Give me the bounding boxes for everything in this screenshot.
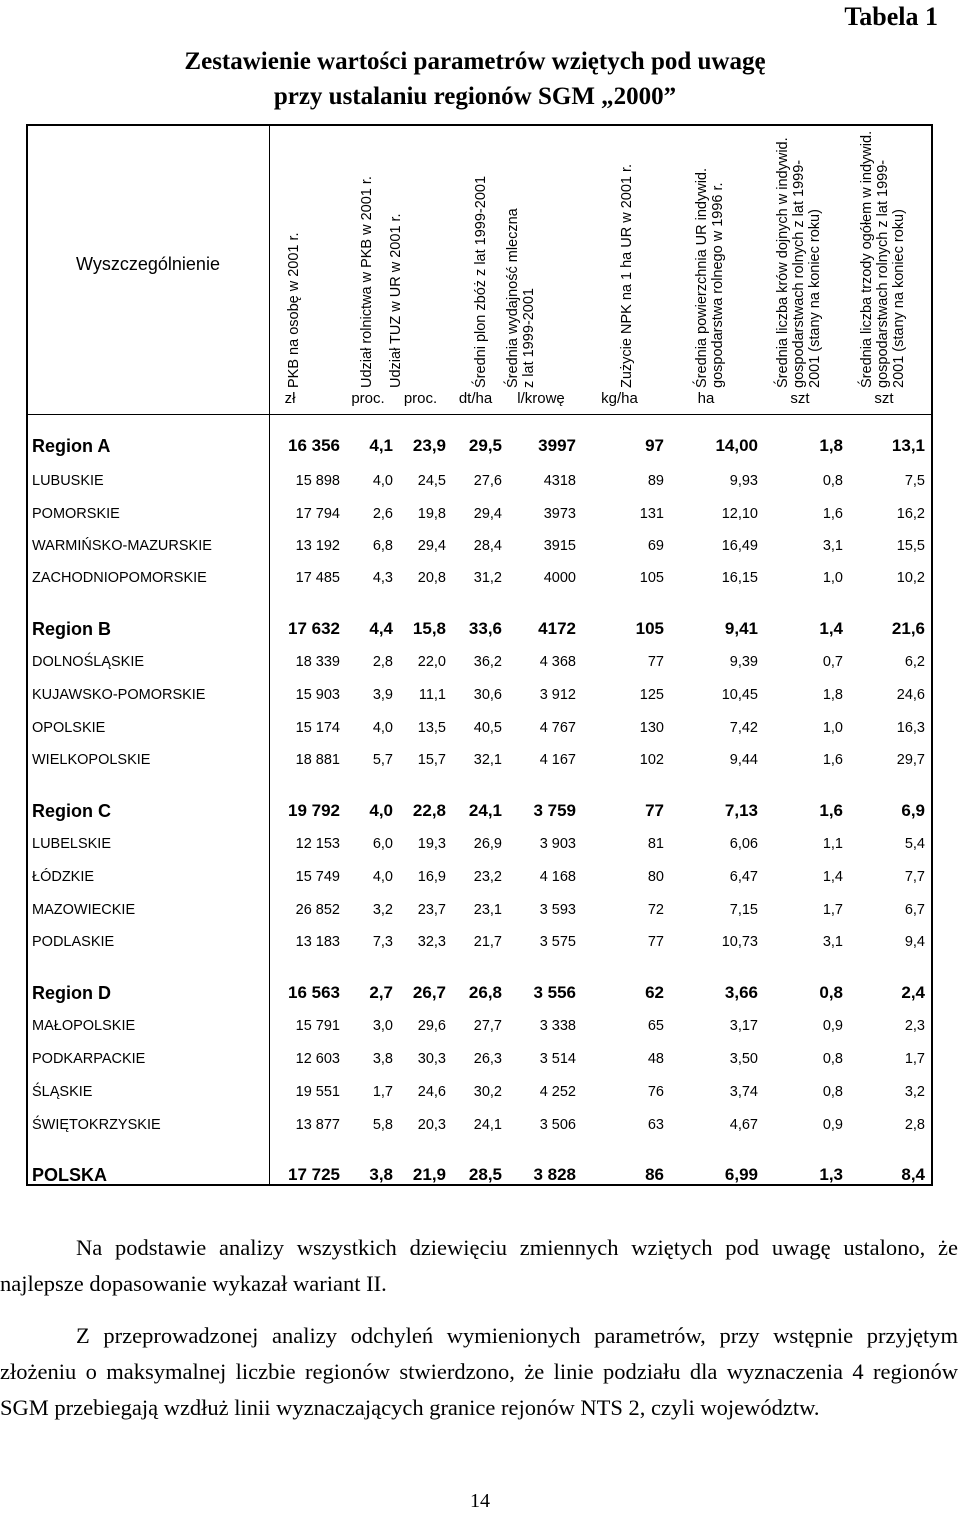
table-cell: 10,45 — [721, 687, 758, 703]
table-cell: 6,47 — [729, 869, 758, 885]
row-name: POLSKA — [32, 1165, 108, 1185]
table-cell: 72 — [647, 902, 664, 918]
summary-row — [28, 979, 933, 1007]
table-cell: 1,8 — [822, 687, 843, 703]
summary-row — [28, 1161, 933, 1189]
table-cell: 102 — [639, 752, 664, 768]
table-cell: 23,7 — [417, 902, 446, 918]
column-header-8: Średnia liczba krów dojnych w indywid. gospodarstwach rolnych z lat 1999- 2001 (stany na koniec roku) — [775, 137, 823, 388]
table-cell: 30,6 — [473, 687, 502, 703]
table-cell: 15 749 — [295, 869, 340, 885]
table-cell: 4318 — [543, 473, 576, 489]
summary-row — [28, 432, 933, 460]
column-unit-5: l/krowę — [517, 390, 565, 407]
table-cell: 24,5 — [417, 473, 446, 489]
row-name: OPOLSKIE — [32, 720, 106, 736]
table-cell: 2,3 — [904, 1018, 925, 1034]
table-cell: 3,2 — [904, 1084, 925, 1100]
table-cell: 18 881 — [295, 752, 340, 768]
paragraph-2: Z przeprowadzonej analizy odchyleń wymienionych parametrów, przy wstępnie przyjętym złożeniu o maksymalnej liczbie regionów stwierdzono, że linie podziału dla wyznaczenia 4 regionów SGM przebiegają wzdłuż linii wyznaczających granice rejonów NTS 2, czyli województw. — [0, 1323, 958, 1420]
table-cell: 4,1 — [369, 436, 393, 455]
table-cell: 3 575 — [539, 934, 576, 950]
row-name: Region A — [32, 436, 111, 456]
table-cell: 3,50 — [729, 1051, 758, 1067]
table-cell: 3997 — [538, 436, 576, 455]
table-cell: 2,7 — [369, 983, 393, 1002]
row-name: POMORSKIE — [32, 506, 120, 522]
table-cell: 16,3 — [896, 720, 925, 736]
row-name: Region B — [32, 619, 111, 639]
table-cell: 12 153 — [295, 836, 340, 852]
table-row — [28, 714, 933, 742]
table-cell: 1,7 — [904, 1051, 925, 1067]
table-cell: 105 — [635, 619, 664, 638]
table-cell: 15,7 — [417, 752, 446, 768]
table-cell: 1,4 — [822, 869, 843, 885]
title-line-2: przy ustalaniu regionów SGM „2000” — [273, 83, 677, 110]
column-unit-6: kg/ha — [601, 390, 638, 407]
table-cell: 5,4 — [904, 836, 925, 852]
table-row — [28, 467, 933, 495]
table-cell: 15,8 — [412, 619, 446, 638]
table-cell: 65 — [647, 1018, 664, 1034]
table-cell: 0,9 — [822, 1018, 843, 1034]
table-cell: 24,6 — [896, 687, 925, 703]
table-cell: 31,2 — [473, 570, 502, 586]
table-cell: 32,1 — [473, 752, 502, 768]
title-line-1: Zestawienie wartości parametrów wziętych pod uwagę — [184, 48, 766, 75]
table-cell: 7,13 — [724, 801, 758, 820]
table-cell: 9,39 — [729, 654, 758, 670]
table-cell: 10,73 — [721, 934, 758, 950]
table-cell: 26 852 — [295, 902, 340, 918]
table-cell: 6,06 — [729, 836, 758, 852]
table-cell: 4 252 — [539, 1084, 576, 1100]
table-cell: 3,8 — [372, 1051, 393, 1067]
table-cell: 5,8 — [372, 1117, 393, 1133]
table-cell: 12 603 — [295, 1051, 340, 1067]
table-cell: 4 368 — [539, 654, 576, 670]
table-cell: 9,41 — [724, 619, 758, 638]
table-cell: 0,8 — [819, 983, 843, 1002]
table-cell: 3,66 — [724, 983, 758, 1002]
table-cell: 69 — [647, 538, 664, 554]
table-cell: 29,5 — [468, 436, 502, 455]
table-cell: 30,3 — [417, 1051, 446, 1067]
table-cell: 4 767 — [539, 720, 576, 736]
table-cell: 0,8 — [822, 1051, 843, 1067]
table-cell: 26,3 — [473, 1051, 502, 1067]
table-row — [28, 1045, 933, 1073]
column-unit-1: zł — [284, 390, 296, 407]
table-row — [28, 746, 933, 774]
table-cell: 16,49 — [721, 538, 758, 554]
table-cell: 1,0 — [822, 570, 843, 586]
column-header-5: Średnia wydajność mleczna z lat 1999-2001 — [505, 208, 537, 388]
table-cell: 30,2 — [473, 1084, 502, 1100]
table-cell: 16,9 — [417, 869, 446, 885]
table-cell: 23,9 — [412, 436, 446, 455]
table-cell: 3 593 — [539, 902, 576, 918]
table-cell: 86 — [645, 1165, 664, 1184]
table-cell: 3915 — [543, 538, 576, 554]
column-header-1: PKB na osobę w 2001 r. — [286, 232, 302, 388]
row-name: Region C — [32, 801, 111, 821]
table-cell: 15,5 — [896, 538, 925, 554]
summary-row — [28, 615, 933, 643]
table-cell: 1,6 — [822, 752, 843, 768]
page-number: 14 — [470, 1490, 490, 1512]
table-cell: 9,93 — [729, 473, 758, 489]
table-cell: 10,2 — [896, 570, 925, 586]
table-cell: 19,3 — [417, 836, 446, 852]
table-cell: 3 514 — [539, 1051, 576, 1067]
table-row — [28, 532, 933, 560]
row-header-label: Wyszczególnienie — [76, 254, 220, 274]
row-name: MAZOWIECKIE — [32, 902, 136, 918]
table-cell: 3,1 — [822, 934, 843, 950]
header-divider — [28, 414, 931, 415]
table-cell: 6,2 — [904, 654, 925, 670]
table-cell: 77 — [645, 801, 664, 820]
column-header-2: Udział rolnictwa w PKB w 2001 r. — [359, 176, 375, 388]
table-cell: 23,2 — [473, 869, 502, 885]
table-cell: 15 898 — [295, 473, 340, 489]
table-cell: 3 506 — [539, 1117, 576, 1133]
table-cell: 81 — [647, 836, 664, 852]
table-cell: 3,8 — [369, 1165, 393, 1184]
column-unit-8: szt — [790, 390, 810, 407]
table-cell: 6,8 — [372, 538, 393, 554]
column-header-6: Zużycie NPK na 1 ha UR w 2001 r. — [619, 163, 635, 388]
table-cell: 24,6 — [417, 1084, 446, 1100]
table-cell: 131 — [639, 506, 664, 522]
table-cell: 21,7 — [473, 934, 502, 950]
table-row — [28, 830, 933, 858]
table-cell: 7,5 — [904, 473, 925, 489]
row-name: PODKARPACKIE — [32, 1051, 146, 1067]
table-cell: 7,3 — [372, 934, 393, 950]
table-cell: 29,4 — [473, 506, 502, 522]
table-cell: 15 903 — [295, 687, 340, 703]
table-cell: 1,8 — [819, 436, 843, 455]
table-cell: 3 338 — [539, 1018, 576, 1034]
table-cell: 4,4 — [369, 619, 393, 638]
table-cell: 28,4 — [473, 538, 502, 554]
table-cell: 24,1 — [473, 1117, 502, 1133]
table-cell: 97 — [645, 436, 664, 455]
table-cell: 0,9 — [822, 1117, 843, 1133]
table-cell: 19 792 — [288, 801, 340, 820]
table-cell: 1,6 — [822, 506, 843, 522]
table-cell: 3,1 — [822, 538, 843, 554]
table-cell: 3,17 — [729, 1018, 758, 1034]
table-cell: 4172 — [538, 619, 576, 638]
table-row — [28, 564, 933, 592]
table-row — [28, 681, 933, 709]
table-row — [28, 648, 933, 676]
column-header-3: Udział TUZ w UR w 2001 r. — [388, 213, 404, 388]
table-row — [28, 1111, 933, 1139]
table-cell: 3,2 — [372, 902, 393, 918]
table-cell: 17 632 — [288, 619, 340, 638]
table-cell: 1,7 — [822, 902, 843, 918]
row-name: MAŁOPOLSKIE — [32, 1018, 136, 1034]
row-name: Region D — [32, 983, 111, 1003]
row-name: ŚLĄSKIE — [32, 1084, 93, 1100]
page-title — [60, 44, 890, 114]
table-cell: 3973 — [543, 506, 576, 522]
table-cell: 6,0 — [372, 836, 393, 852]
table-cell: 4,0 — [369, 801, 393, 820]
table-cell: 9,44 — [729, 752, 758, 768]
table-cell: 27,7 — [473, 1018, 502, 1034]
column-header-9: Średnia liczba trzody ogółem w indywid. gospodarstwach rolnych z lat 1999- 2001 (stany na koniec roku) — [859, 130, 907, 388]
table-cell: 6,99 — [724, 1165, 758, 1184]
table-cell: 130 — [639, 720, 664, 736]
table-cell: 17 794 — [295, 506, 340, 522]
column-unit-7: ha — [697, 390, 715, 407]
table-cell: 4000 — [543, 570, 576, 586]
table-cell: 2,4 — [901, 983, 925, 1002]
row-name: WARMIŃSKO-MAZURSKIE — [32, 538, 212, 554]
table-cell: 20,8 — [417, 570, 446, 586]
table-cell: 7,7 — [904, 869, 925, 885]
table-cell: 20,3 — [417, 1117, 446, 1133]
table-cell: 16,15 — [721, 570, 758, 586]
table-cell: 1,1 — [822, 836, 843, 852]
table-cell: 18 339 — [295, 654, 340, 670]
table-cell: 32,3 — [417, 934, 446, 950]
table-cell: 26,7 — [412, 983, 446, 1002]
row-name: PODLASKIE — [32, 934, 115, 950]
table-cell: 3 556 — [533, 983, 576, 1002]
table-cell: 16 563 — [288, 983, 340, 1002]
table-cell: 13,5 — [417, 720, 446, 736]
table-cell: 29,7 — [896, 752, 925, 768]
table-cell: 1,0 — [822, 720, 843, 736]
table-cell: 6,7 — [904, 902, 925, 918]
table-cell: 9,4 — [904, 934, 925, 950]
table-row — [28, 896, 933, 924]
table-cell: 13,1 — [891, 436, 925, 455]
table-cell: 15 791 — [295, 1018, 340, 1034]
table-cell: 4,0 — [372, 720, 393, 736]
table-cell: 40,5 — [473, 720, 502, 736]
table-cell: 29,4 — [417, 538, 446, 554]
table-cell: 16 356 — [288, 436, 340, 455]
table-cell: 13 877 — [295, 1117, 340, 1133]
table-cell: 13 192 — [295, 538, 340, 554]
table-cell: 15 174 — [295, 720, 340, 736]
table-row — [28, 863, 933, 891]
row-name: KUJAWSKO-POMORSKIE — [32, 687, 206, 703]
table-row — [28, 1012, 933, 1040]
table-cell: 76 — [647, 1084, 664, 1100]
column-header-4: Średni plon zbóż z lat 1999-2001 — [473, 175, 489, 388]
table-cell: 1,4 — [819, 619, 843, 638]
table-cell: 3 912 — [539, 687, 576, 703]
table-cell: 1,6 — [819, 801, 843, 820]
table-row — [28, 500, 933, 528]
table-label: Tabela 1 — [844, 2, 938, 31]
table-cell: 0,8 — [822, 1084, 843, 1100]
table-cell: 48 — [647, 1051, 664, 1067]
table-cell: 24,1 — [468, 801, 502, 820]
column-unit-2: proc. — [351, 390, 385, 407]
table-cell: 21,6 — [891, 619, 925, 638]
row-name: LUBELSKIE — [32, 836, 111, 852]
table-cell: 11,1 — [418, 687, 446, 703]
table-cell: 7,42 — [729, 720, 758, 736]
table-cell: 62 — [645, 983, 664, 1002]
table-cell: 4,0 — [372, 869, 393, 885]
table-cell: 2,6 — [372, 506, 393, 522]
table-cell: 28,5 — [468, 1165, 502, 1184]
column-unit-3: proc. — [403, 390, 438, 407]
table-cell: 4,0 — [372, 473, 393, 489]
column-unit-4: dt/ha — [458, 390, 493, 407]
table-cell: 13 183 — [295, 934, 340, 950]
table-cell: 4 167 — [539, 752, 576, 768]
table-cell: 4 168 — [539, 869, 576, 885]
table-cell: 3,0 — [372, 1018, 393, 1034]
table-cell: 6,9 — [901, 801, 925, 820]
table-cell: 5,7 — [372, 752, 393, 768]
table-cell: 17 725 — [288, 1165, 340, 1184]
row-name: LUBUSKIE — [32, 473, 104, 489]
row-name: ŚWIĘTOKRZYSKIE — [32, 1117, 161, 1133]
row-name: WIELKOPOLSKIE — [32, 752, 151, 768]
table-cell: 125 — [639, 687, 664, 703]
table-cell: 26,9 — [473, 836, 502, 852]
table-cell: 3 828 — [533, 1165, 576, 1184]
table-cell: 77 — [647, 654, 664, 670]
row-name: ŁÓDZKIE — [32, 869, 95, 885]
table-cell: 8,4 — [901, 1165, 925, 1184]
table-cell: 1,3 — [819, 1165, 843, 1184]
table-cell: 33,6 — [468, 619, 502, 638]
table-cell: 12,10 — [721, 506, 758, 522]
table-cell: 36,2 — [473, 654, 502, 670]
table-cell: 21,9 — [412, 1165, 446, 1184]
table-cell: 3,74 — [729, 1084, 758, 1100]
table-cell: 1,7 — [372, 1084, 393, 1100]
paragraph-1: Na podstawie analizy wszystkich dziewięciu zmiennych wziętych pod uwagę ustalono, że najlepsze dopasowanie wykazał wariant II. — [0, 1235, 958, 1296]
row-name: ZACHODNIOPOMORSKIE — [32, 570, 207, 586]
table-cell: 17 485 — [295, 570, 340, 586]
table-cell: 22,8 — [412, 801, 446, 820]
table-cell: 26,8 — [468, 983, 502, 1002]
table-cell: 3 759 — [533, 801, 576, 820]
table-cell: 4,3 — [372, 570, 393, 586]
table-cell: 105 — [639, 570, 664, 586]
table-cell: 7,15 — [729, 902, 758, 918]
column-unit-9: szt — [874, 390, 894, 407]
table-cell: 3,9 — [372, 687, 393, 703]
data-table — [26, 124, 933, 1186]
table-row — [28, 928, 933, 956]
table-cell: 89 — [647, 473, 664, 489]
table-cell: 16,2 — [896, 506, 925, 522]
table-row — [28, 1078, 933, 1106]
row-name: DOLNOŚLĄSKIE — [32, 654, 145, 670]
table-cell: 19,8 — [417, 506, 446, 522]
table-cell: 77 — [647, 934, 664, 950]
table-cell: 22,0 — [417, 654, 446, 670]
table-cell: 0,8 — [822, 473, 843, 489]
table-cell: 4,67 — [729, 1117, 758, 1133]
table-cell: 3 903 — [539, 836, 576, 852]
table-cell: 29,6 — [417, 1018, 446, 1034]
table-cell: 63 — [647, 1117, 664, 1133]
table-cell: 0,7 — [822, 654, 843, 670]
table-cell: 14,00 — [715, 436, 758, 455]
table-cell: 23,1 — [473, 902, 502, 918]
column-header-7: Średnia powierzchnia UR indywid. gospodarstwa rolnego w 1996 r. — [694, 167, 726, 388]
summary-row — [28, 797, 933, 825]
table-cell: 2,8 — [904, 1117, 925, 1133]
table-cell: 2,8 — [372, 654, 393, 670]
table-cell: 27,6 — [473, 473, 502, 489]
table-cell: 80 — [647, 869, 664, 885]
table-cell: 19 551 — [295, 1084, 340, 1100]
